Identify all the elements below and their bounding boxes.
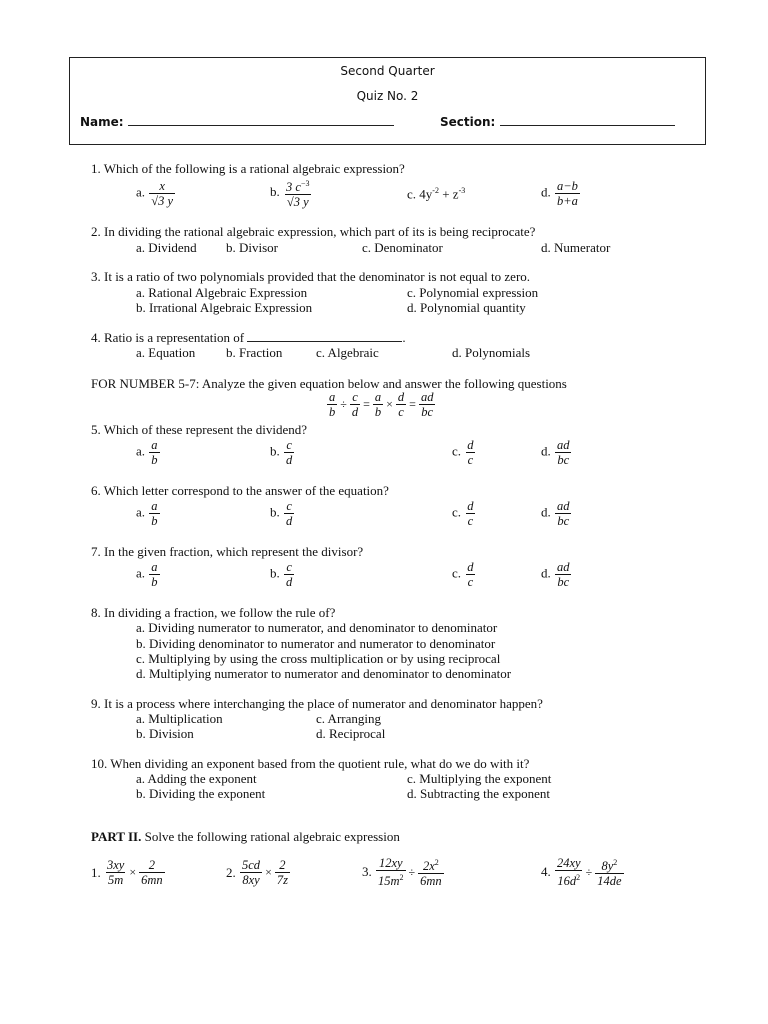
question-1: 1. Which of the following is a rational algebraic expression? — [91, 161, 405, 176]
q4-choice-b[interactable]: b. Fraction — [226, 345, 283, 360]
given-equation: $\frac{a}{b}$ ÷ $\frac{c}{d}$ = $\frac{a}{b}$ × $\frac{d}{c}$ = $\frac{ad}{bc}$ — [329, 390, 434, 419]
q2-choice-c[interactable]: c. Denominator — [362, 240, 443, 255]
q9-choice-a[interactable]: a. Multiplication — [136, 711, 223, 726]
question-5: 5. Which of these represent the dividend? — [91, 422, 307, 437]
q7-choice-c[interactable]: c. $\frac{d}{c}$ — [452, 560, 474, 589]
question-10: 10. When dividing an exponent based from the quotient rule, what do we do with it? — [91, 756, 530, 771]
q10-choice-b[interactable]: b. Dividing the exponent — [136, 786, 266, 801]
q5-choice-b[interactable]: b. $\frac{c}{d}$ — [270, 438, 293, 467]
q7-choice-b[interactable]: b. $\frac{c}{d}$ — [270, 560, 293, 589]
question-7: 7. In the given fraction, which represent the divisor? — [91, 544, 364, 559]
q2-choice-d[interactable]: d. Numerator — [541, 240, 611, 255]
question-6: 6. Which letter correspond to the answer of the equation? — [91, 483, 389, 498]
part2-problem-1: 1. $\frac{3xy}{5m}$ × $\frac{2}{6mn}$ — [91, 858, 163, 887]
q2-choice-a[interactable]: a. Dividend — [136, 240, 197, 255]
quarter-title: Second Quarter — [340, 64, 435, 78]
name-field[interactable] — [128, 114, 394, 126]
header-box — [69, 57, 706, 145]
q7-choice-d[interactable]: d. $\frac{ad}{bc}$ — [541, 560, 570, 589]
name-label: Name: — [80, 114, 394, 129]
q3-choice-d[interactable]: d. Polynomial quantity — [407, 300, 526, 315]
part2-problem-2: 2. $\frac{5cd}{8xy}$ × $\frac{2}{7z}$ — [226, 858, 288, 887]
q5-choice-c[interactable]: c. $\frac{d}{c}$ — [452, 438, 474, 467]
section-field[interactable] — [500, 114, 675, 126]
q9-choice-d[interactable]: d. Reciprocal — [316, 726, 386, 741]
q3-choice-b[interactable]: b. Irrational Algebraic Expression — [136, 300, 313, 315]
question-2: 2. In dividing the rational algebraic expression, which part of its is being reciprocate? — [91, 224, 536, 239]
q8-choice-c[interactable]: c. Multiplying by using the cross multiplication or by using reciprocal — [136, 651, 501, 666]
q5-choice-d[interactable]: d. $\frac{ad}{bc}$ — [541, 438, 570, 467]
q4-blank[interactable] — [247, 330, 402, 342]
quiz-title: Quiz No. 2 — [356, 89, 419, 103]
q4-choice-d[interactable]: d. Polynomials — [452, 345, 531, 360]
question-8: 8. In dividing a fraction, we follow the rule of? — [91, 605, 336, 620]
part2-heading: PART II. Solve the following rational algebraic expression — [91, 829, 400, 844]
q9-choice-b[interactable]: b. Division — [136, 726, 194, 741]
q8-choice-d[interactable]: d. Multiplying numerator to numerator and denominator to denominator — [136, 666, 512, 681]
q6-choice-d[interactable]: d. $\frac{ad}{bc}$ — [541, 499, 570, 528]
question-9: 9. It is a process where interchanging the place of numerator and denominator happen? — [91, 696, 543, 711]
q6-choice-c[interactable]: c. $\frac{d}{c}$ — [452, 499, 474, 528]
q9-choice-c[interactable]: c. Arranging — [316, 711, 381, 726]
q10-choice-c[interactable]: c. Multiplying the exponent — [407, 771, 552, 786]
q1-choice-d[interactable]: d. $\frac{a-b}{b+a}$ — [541, 179, 578, 208]
instruction-5-7: FOR NUMBER 5-7: Analyze the given equation below and answer the following questions — [91, 376, 567, 391]
q3-choice-c[interactable]: c. Polynomial expression — [407, 285, 539, 300]
q10-choice-d[interactable]: d. Subtracting the exponent — [407, 786, 550, 801]
q4-choice-a[interactable]: a. Equation — [136, 345, 196, 360]
q6-choice-b[interactable]: b. $\frac{c}{d}$ — [270, 499, 293, 528]
q4-choice-c[interactable]: c. Algebraic — [316, 345, 379, 360]
q8-choice-b[interactable]: b. Dividing denominator to numerator and numerator to denominator — [136, 636, 496, 651]
question-3: 3. It is a ratio of two polynomials provided that the denominator is not equal to zero. — [91, 269, 531, 284]
q1-choice-a[interactable]: a. $\frac{x}{√3 y}$ — [136, 179, 174, 208]
q8-choice-a[interactable]: a. Dividing numerator to numerator, and denominator to denominator — [136, 620, 498, 635]
part2-problem-4: 4. $\frac{24xy}{16d^2}$ ÷ $\frac{8y^2}{14de}$ — [541, 856, 622, 889]
q1-choice-c[interactable]: c. $4y^{-2} + z^{-3}$ — [407, 186, 466, 202]
question-4: 4. Ratio is a representation of . — [91, 330, 406, 345]
q5-choice-a[interactable]: a. $\frac{a}{b}$ — [136, 438, 158, 467]
q6-choice-a[interactable]: a. $\frac{a}{b}$ — [136, 499, 158, 528]
section-label: Section: — [440, 114, 675, 129]
q1-choice-b[interactable]: b. $\frac{3 c^{-3}}{√3 y}$ — [270, 179, 310, 210]
q7-choice-a[interactable]: a. $\frac{a}{b}$ — [136, 560, 158, 589]
q3-choice-a[interactable]: a. Rational Algebraic Expression — [136, 285, 308, 300]
q2-choice-b[interactable]: b. Divisor — [226, 240, 278, 255]
part2-problem-3: 3. $\frac{12xy}{15m^2}$ ÷ $\frac{2x^2}{6mn}$ — [362, 856, 442, 889]
q10-choice-a[interactable]: a. Adding the exponent — [136, 771, 257, 786]
